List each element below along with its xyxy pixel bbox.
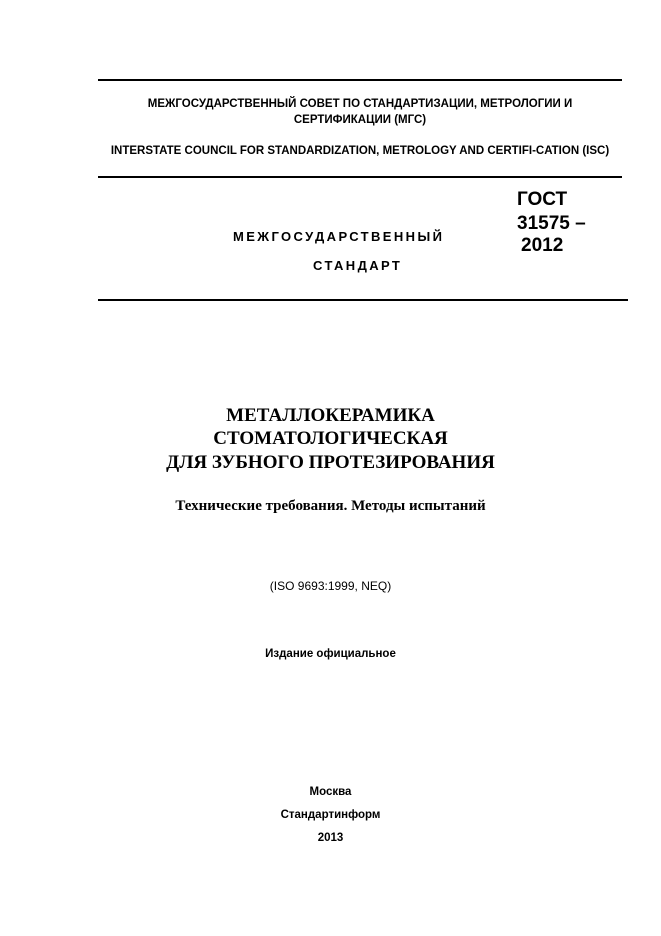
city: Москва <box>309 786 352 798</box>
title-line1: МЕТАЛЛОКЕРАМИКА <box>226 405 435 426</box>
standard-type-line2: СТАНДАРТ <box>313 258 403 273</box>
gost-label: ГОСТ <box>517 189 568 210</box>
standard-type-line1: МЕЖГОСУДАРСТВЕННЫЙ <box>233 229 445 244</box>
council-en-text: INTERSTATE COUNCIL FOR STANDARDIZATION, METROLOGY AND CERTIFI-CATION (ISC) <box>110 145 610 157</box>
gost-number: 31575 – <box>517 213 586 234</box>
gost-year: 2012 <box>521 235 564 256</box>
standard-rule <box>98 299 628 301</box>
edition-note: Издание официальное <box>265 648 396 660</box>
title-line2: СТОМАТОЛОГИЧЕСКАЯ <box>213 428 448 449</box>
council-ru-text: МЕЖГОСУДАРСТВЕННЫЙ СОВЕТ ПО СТАНДАРТИЗАЦИИ, МЕТРОЛОГИИ И СЕРТИФИКАЦИИ (МГС) <box>147 98 573 126</box>
header-rule <box>98 176 622 178</box>
publisher: Стандартинформ <box>280 809 381 821</box>
subtitle: Технические требования. Методы испытаний <box>175 498 486 514</box>
council-name-ru <box>98 96 622 128</box>
top-rule <box>98 79 622 81</box>
title-line3: ДЛЯ ЗУБНОГО ПРОТЕЗИРОВАНИЯ <box>166 452 495 473</box>
iso-reference: (ISO 9693:1999, NEQ) <box>269 579 392 593</box>
council-name-en <box>98 143 622 159</box>
publication-year: 2013 <box>317 832 344 844</box>
